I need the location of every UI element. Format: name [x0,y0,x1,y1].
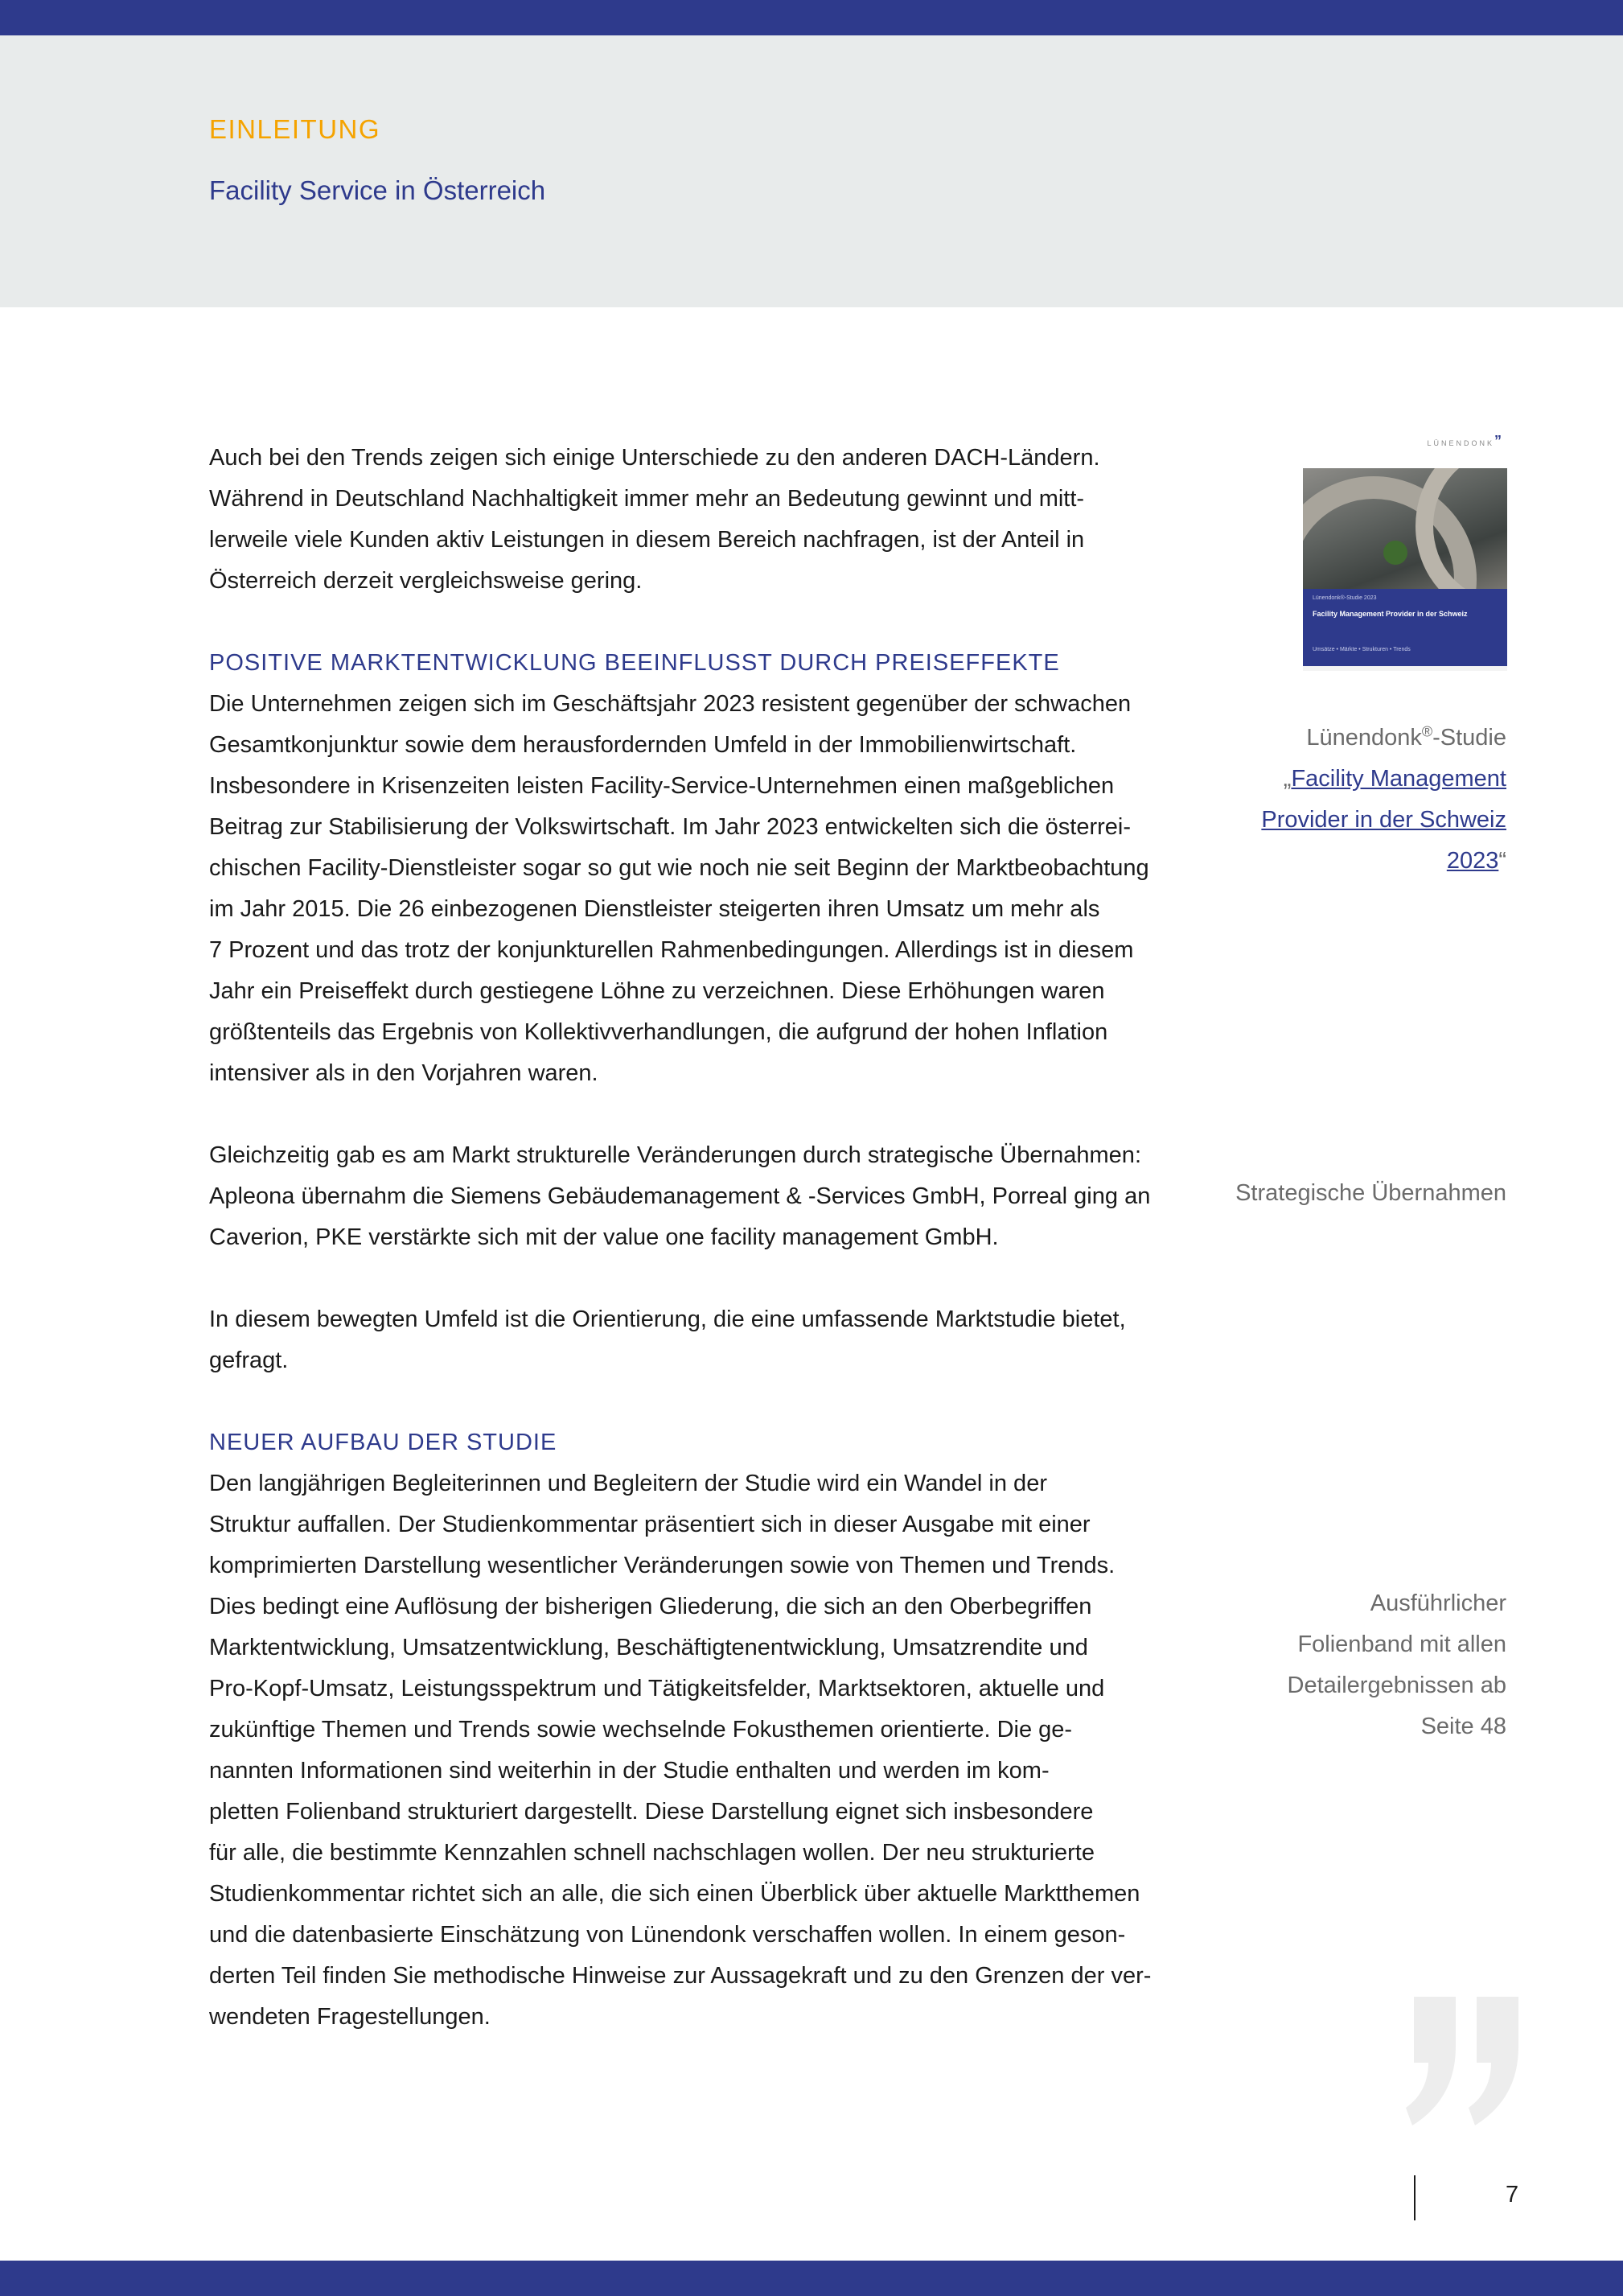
text-line: Caverion, PKE verstärkte sich mit der value one facility management GmbH. [209,1224,999,1250]
text-line: für alle, die bestimmte Kennzahlen schnell nachschlagen wollen. Der neu strukturierte [209,1840,1095,1866]
cover-title-panel [1303,589,1507,666]
cover-title: Facility Management Provider in der Schweiz [1313,610,1468,618]
text-line: gefragt. [209,1348,289,1373]
note-slides: Ausführlicher Folienband mit allen Detailergebnissen ab Seite 48 [1287,1590,1506,1739]
text-line: 7 Prozent und das trotz der konjunkturellen Rahmenbedingungen. Allerdings ist in diesem [209,937,1134,963]
study-cover-thumbnail[interactable] [1303,433,1507,671]
page-number-divider [1414,2175,1416,2220]
text-line: Studienkommentar richtet sich an alle, die sich einen Überblick über aktuelle Marktthemen [209,1881,1140,1907]
text-line: Während in Deutschland Nachhaltigkeit immer mehr an Bedeutung gewinnt und mitt- [209,486,1085,512]
text-line: lerweile viele Kunden aktiv Leistungen in diesem Bereich nachfragen, ist der Anteil in [209,527,1085,553]
text-line: komprimierten Darstellung wesentlicher Veränderungen sowie von Themen und Trends. [209,1553,1116,1578]
text-line: Gesamtkonjunktur sowie dem herausfordernden Umfeld in der Immobilienwirtschaft. [209,732,1077,758]
text-line: Den langjährigen Begleiterinnen und Begleitern der Studie wird ein Wandel in der [209,1471,1047,1496]
text-line: intensiver als in den Vorjahren waren. [209,1060,598,1086]
text-line: Beitrag zur Stabilisierung der Volkswirtschaft. Im Jahr 2023 entwickelten sich die österrei- [209,814,1132,840]
quote-logo-icon: ” [1494,433,1504,449]
cover-photo [1303,468,1507,589]
market-paragraph-1 [209,684,1174,1094]
text-line: chischen Facility-Dienstleister sogar so gut wie noch nie seit Beginn der Marktbeobachtung [209,855,1149,881]
page-number: 7 [1506,2182,1519,2208]
main-content [209,438,1174,2038]
market-paragraph-2 [209,1135,1174,1258]
text-line: nannten Informationen sind weiterhin in der Studie enthalten und werden im kom- [209,1758,1050,1784]
text-line: Auch bei den Trends zeigen sich einige Unterschiede zu den anderen DACH-Ländern. [209,445,1100,471]
study-link[interactable]: Provider in der Schweiz [1261,807,1506,833]
text-line: größtenteils das Ergebnis von Kollektivverhandlungen, die aufgrund der hohen Inflation [209,1019,1108,1045]
text-line: Struktur auffallen. Der Studienkommentar präsentiert sich in dieser Ausgabe mit einer [209,1512,1091,1537]
text-line: Pro-Kopf-Umsatz, Leistungsspektrum und Tätigkeitsfelder, Marktsektoren, aktuelle und [209,1676,1105,1701]
quote-mark-icon [1406,1997,1526,2125]
text-line: Österreich derzeit vergleichsweise gering. [209,568,643,594]
cover-tagline: Umsätze • Märkte • Strukturen • Trends [1313,647,1411,652]
study-caption: Lünendonk®-Studie „Facility Management Provider in der Schweiz 2023“ [1261,723,1506,874]
intro-paragraph [209,438,1174,602]
text-line: wendeten Fragestellungen. [209,2004,491,2030]
cover-small-line: Lünendonk®-Studie 2023 [1313,595,1377,601]
text-line: Apleona übernahm die Siemens Gebäudemanagement & -Services GmbH, Porreal ging an [209,1183,1151,1209]
text-line: zukünftige Themen und Trends sowie wechselnde Fokusthemen orientierte. Die ge- [209,1717,1073,1743]
text-line: Marktentwicklung, Umsatzentwicklung, Beschäftigtenentwicklung, Umsatzrendite und [209,1635,1088,1660]
top-color-bar [0,0,1623,35]
section-heading-structure: NEUER AUFBAU DER STUDIE [209,1430,557,1455]
text-line: Insbesondere in Krisenzeiten leisten Facility-Service-Unternehmen einen maßgeblichen [209,773,1115,799]
header-band [0,35,1623,307]
text-line: Die Unternehmen zeigen sich im Geschäftsjahr 2023 resistent gegenüber der schwachen [209,691,1132,717]
market-paragraph-3 [209,1299,1174,1381]
text-line: und die datenbasierte Einschätzung von Lünendonk verschaffen wollen. In einem geson- [209,1922,1126,1948]
text-line: In diesem bewegten Umfeld ist die Orientierung, die eine umfassende Marktstudie bietet, [209,1306,1126,1332]
text-line: pletten Folienband strukturiert dargestellt. Diese Darstellung eignet sich insbesondere [209,1799,1094,1825]
section-heading-market: POSITIVE MARKTENTWICKLUNG BEEINFLUSST DURCH PREISEFFEKTE [209,650,1060,676]
study-link[interactable]: 2023 [1446,848,1499,874]
structure-paragraph [209,1463,1174,2038]
text-line: Gleichzeitig gab es am Markt strukturelle Veränderungen durch strategische Übernahmen: [209,1142,1141,1168]
section-label: EINLEITUNG [209,114,381,144]
note-acquisitions: Strategische Übernahmen [1235,1180,1506,1206]
text-line: derten Teil finden Sie methodische Hinweise zur Aussagekraft und zu den Grenzen der ver- [209,1963,1152,1989]
text-line: Dies bedingt eine Auflösung der bisherigen Gliederung, die sich an den Oberbegriffen [209,1594,1092,1619]
cover-logo: LÜNENDONK” [1427,433,1504,449]
page-title: Facility Service in Österreich [209,175,546,205]
text-line: im Jahr 2015. Die 26 einbezogenen Dienstleister steigerten ihren Umsatz um mehr als [209,896,1100,922]
study-link[interactable]: Facility Management [1291,766,1506,792]
bottom-color-bar [0,2261,1623,2296]
text-line: Jahr ein Preiseffekt durch gestiegene Löhne zu verzeichnen. Diese Erhöhungen waren [209,978,1105,1004]
